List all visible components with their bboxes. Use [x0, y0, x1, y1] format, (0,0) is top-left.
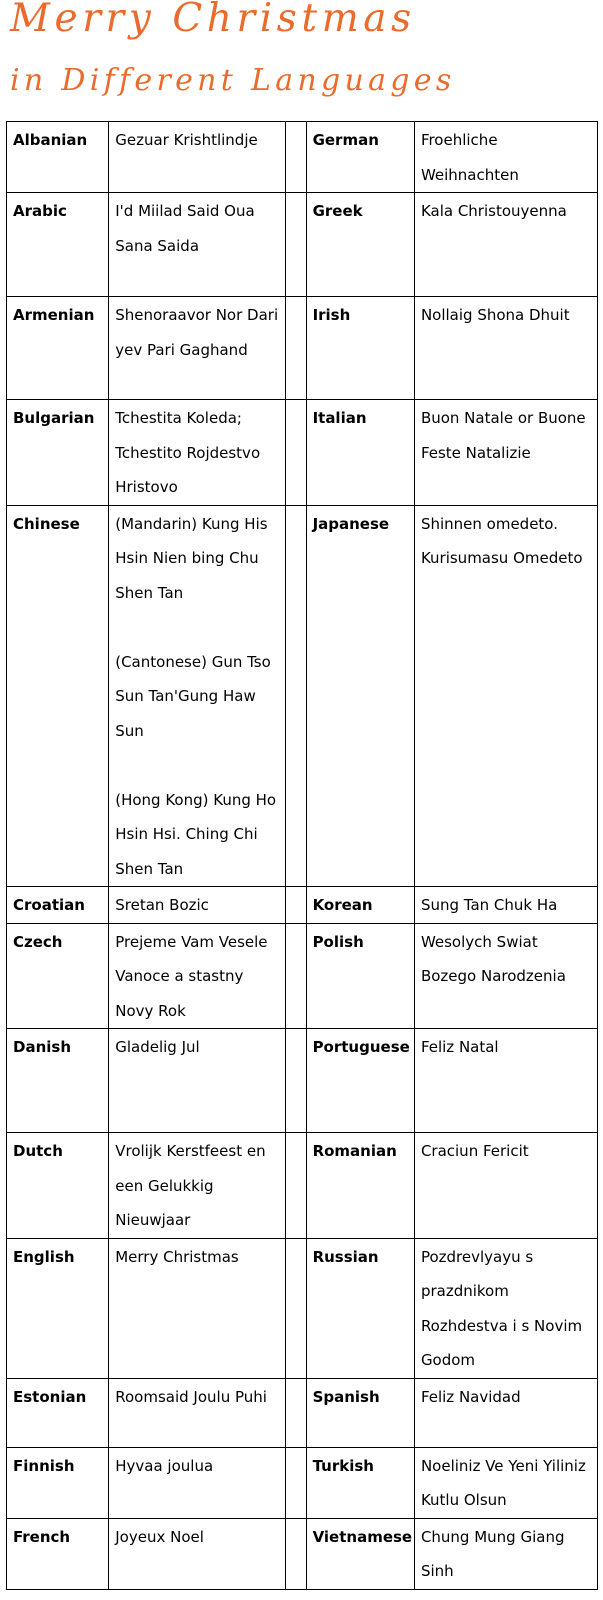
greeting-text: Noeliniz Ve Yeni Yiliniz Kutlu Olsun [414, 1447, 597, 1518]
language-name: Spanish [306, 1378, 414, 1447]
greeting-variant: (Mandarin) Kung His Hsin Nien bing Chu Shen Tan [115, 514, 268, 602]
greeting-variant: (Cantonese) Gun Tso Sun Tan'Gung Haw Sun [115, 652, 271, 740]
column-gap [286, 297, 306, 400]
table-row [7, 1029, 598, 1133]
table-row [7, 887, 598, 924]
column-gap [286, 887, 306, 924]
table-row [7, 1447, 598, 1518]
column-gap [286, 122, 306, 193]
language-name: Greek [306, 193, 414, 297]
greeting-text: Sung Tan Chuk Ha [414, 887, 597, 924]
language-name: Czech [7, 923, 109, 1029]
table-row [7, 1378, 598, 1447]
language-name: Portuguese [306, 1029, 414, 1133]
greeting-text: Nollaig Shona Dhuit [414, 297, 597, 400]
greeting-text: Merry Christmas [109, 1238, 286, 1378]
language-name: Romanian [306, 1133, 414, 1239]
greetings-table-body [7, 122, 598, 1590]
greeting-text: Buon Natale or Buone Feste Natalizie [414, 400, 597, 506]
table-row [7, 297, 598, 400]
language-name: Turkish [306, 1447, 414, 1518]
table-row [7, 122, 598, 193]
table-row [7, 505, 598, 887]
greeting-text: Roomsaid Joulu Puhi [109, 1378, 286, 1447]
column-gap [286, 400, 306, 506]
greeting-text: Feliz Navidad [414, 1378, 597, 1447]
page-subtitle: in Different Languages [10, 63, 456, 98]
greetings-table [6, 121, 598, 1590]
language-name: Estonian [7, 1378, 109, 1447]
greeting-text: Gezuar Krishtlindje [109, 122, 286, 193]
greeting-text: Gladelig Jul [109, 1029, 286, 1133]
greeting-text [109, 505, 286, 887]
language-name: Polish [306, 923, 414, 1029]
language-name: Bulgarian [7, 400, 109, 506]
greeting-text: Vrolijk Kerstfeest en een Gelukkig Nieuwjaar [109, 1133, 286, 1239]
greeting-text: Hyvaa joulua [109, 1447, 286, 1518]
greeting-text: Craciun Fericit [414, 1133, 597, 1239]
language-name: Russian [306, 1238, 414, 1378]
language-name: English [7, 1238, 109, 1378]
table-row [7, 1238, 598, 1378]
language-name: Danish [7, 1029, 109, 1133]
column-gap [286, 1133, 306, 1239]
language-name: Italian [306, 400, 414, 506]
language-name: Albanian [7, 122, 109, 193]
greeting-text: Tchestita Koleda; Tchestito Rojdestvo Hristovo [109, 400, 286, 506]
column-gap [286, 505, 306, 887]
greeting-text: Pozdrevlyayu s prazdnikom Rozhdestva i s Novim Godom [414, 1238, 597, 1378]
greeting-text: Shinnen omedeto. Kurisumasu Omedeto [414, 505, 597, 887]
column-gap [286, 923, 306, 1029]
table-row [7, 923, 598, 1029]
greeting-variant: (Hong Kong) Kung Ho Hsin Hsi. Ching Chi Shen Tan [115, 790, 277, 878]
greeting-text: Prejeme Vam Vesele Vanoce a stastny Novy Rok [109, 923, 286, 1029]
language-name: Croatian [7, 887, 109, 924]
language-name: Dutch [7, 1133, 109, 1239]
table-row [7, 1133, 598, 1239]
language-name: Irish [306, 297, 414, 400]
greeting-text: Wesolych Swiat Bozego Narodzenia [414, 923, 597, 1029]
language-name: Chinese [7, 505, 109, 887]
language-name: Arabic [7, 193, 109, 297]
greeting-text: Chung Mung Giang Sinh [414, 1518, 597, 1589]
greeting-text: I'd Miilad Said Oua Sana Saida [109, 193, 286, 297]
column-gap [286, 1238, 306, 1378]
greeting-text: Kala Christouyenna [414, 193, 597, 297]
table-row [7, 400, 598, 506]
column-gap [286, 1029, 306, 1133]
language-name: Korean [306, 887, 414, 924]
language-name: Japanese [306, 505, 414, 887]
table-row [7, 193, 598, 297]
language-name: Finnish [7, 1447, 109, 1518]
column-gap [286, 1447, 306, 1518]
greeting-text: Shenoraavor Nor Dari yev Pari Gaghand [109, 297, 286, 400]
column-gap [286, 193, 306, 297]
table-row [7, 1518, 598, 1589]
greeting-text: Joyeux Noel [109, 1518, 286, 1589]
greeting-text: Feliz Natal [414, 1029, 597, 1133]
greeting-text: Sretan Bozic [109, 887, 286, 924]
language-name: German [306, 122, 414, 193]
greeting-text: Froehliche Weihnachten [414, 122, 597, 193]
page-title: Merry Christmas [10, 0, 416, 41]
language-name: Vietnamese [306, 1518, 414, 1589]
language-name: Armenian [7, 297, 109, 400]
column-gap [286, 1378, 306, 1447]
column-gap [286, 1518, 306, 1589]
language-name: French [7, 1518, 109, 1589]
